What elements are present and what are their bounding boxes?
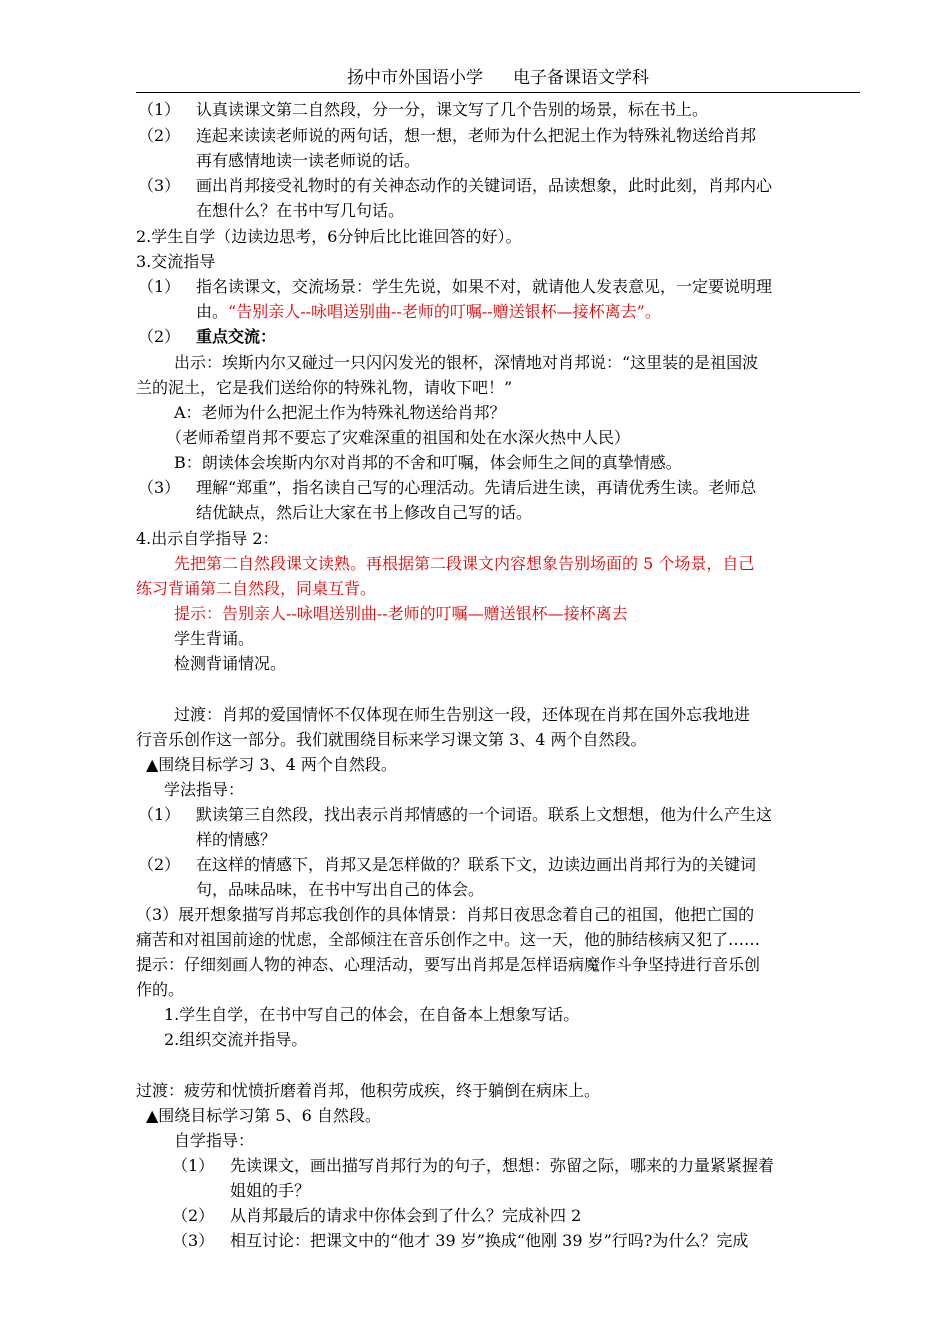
text-line: （1） 认真读课文第二自然段，分一分，课文写了几个告别的场景，标在书上。 [138,100,709,119]
text-line: 学生背诵。 [174,629,255,648]
text-line: 自学指导： [174,1131,255,1150]
text-line: （1） 默读第三自然段，找出表示肖邦情感的一个词语。联系上文想想，他为什么产生这 [138,805,773,824]
text-line: 提示：仔细刻画人物的神态、心理活动，要写出肖邦是怎样语病魔作斗争坚持进行音乐创 [136,955,761,974]
text-line: （3）展开想象描写肖邦忘我创作的具体情景：肖邦日夜思念着自己的祖国，他把亡国的 [136,905,755,924]
text-line: （1） 先读课文，画出描写肖邦行为的句子，想想：弥留之际，哪来的力量紧紧握着 [172,1156,775,1175]
text-line-red: 提示：告别亲人--咏唱送别曲--老师的叮嘱—赠送银杯—接杯离去 [174,604,628,623]
text-line: 样的情感？ [196,830,277,849]
text-line-red: 先把第二自然段课文读熟。再根据第二段课文内容想象告别场面的 5 个场景，自己 [174,554,755,573]
text-line: 再有感情地读一读老师说的话。 [196,151,421,170]
text-line: A：老师为什么把泥土作为特殊礼物送给肖邦？ [174,403,506,422]
text-line: 结优缺点，然后让大家在书上修改自己写的话。 [196,503,533,522]
scene-sequence-red: “告别亲人--咏唱送别曲--老师的叮嘱--赠送银杯—接杯离去”。 [228,302,661,321]
text-line: 3.交流指导 [136,252,216,271]
text-line: 2.组织交流并指导。 [164,1030,308,1049]
text-line: 痛苦和对祖国前途的忧虑，全部倾注在音乐创作之中。这一天，他的肺结核病又犯了…… [136,930,761,949]
text-line: B：朗读体会埃斯内尔对肖邦的不舍和叮嘱，体会师生之间的真挚情感。 [174,453,682,472]
text-line: 4.出示自学指导 2： [136,529,279,548]
text-line: 过渡：肖邦的爱国情怀不仅体现在师生告别这一段，还体现在肖邦在国外忘我地进 [174,705,751,724]
text-line: 作的。 [136,980,185,999]
text-line: 2.学生自学（边读边思考，6分钟后比比谁回答的好）。 [136,227,522,246]
text-line: 过渡：疲劳和忧愤折磨着肖邦，他积劳成疾，终于躺倒在病床上。 [136,1081,601,1100]
text-line: ▲围绕目标学习第 5、6 自然段。 [146,1106,381,1125]
text-line: （2） 重点交流： [138,327,277,346]
text-line: 出示：埃斯内尔又碰过一只闪闪发光的银杯，深情地对肖邦说：“这里装的是祖国波 [174,353,759,372]
text-line: （2） 从肖邦最后的请求中你体会到了什么？完成补四 2 [172,1206,582,1225]
text-line: 兰的泥土，它是我们送给你的特殊礼物，请收下吧！” [136,378,513,397]
text-line: ▲围绕目标学习 3、4 两个自然段。 [146,755,397,774]
text-line: （3） 理解“郑重”，指名读自己写的心理活动。先请后进生读，再请优秀生读。老师总 [138,478,757,497]
header-school: 扬中市外国语小学 [347,68,483,88]
text-line: （3） 相互讨论：把课文中的“他才 39 岁”换成“他刚 39 岁”行吗?为什么？完成 [172,1231,749,1250]
text-line: 行音乐创作这一部分。我们就围绕目标来学习课文第 3、4 两个自然段。 [136,730,647,749]
text-line-red: 练习背诵第二自然段，同桌互背。 [136,579,377,598]
header-rule [136,92,860,93]
text-line: （2） 在这样的情感下，肖邦又是怎样做的？联系下文，边读边画出肖邦行为的关键词 [138,855,757,874]
text-line: 姐姐的手？ [230,1181,311,1200]
text-line: 1.学生自学，在书中写自己的体会，在自备本上想象写话。 [164,1005,580,1024]
header-subject: 电子备课语文学科 [513,68,649,88]
text-line: （1） 指名读课文，交流场景：学生先说，如果不对，就请他人发表意见，一定要说明理 [138,277,773,296]
text-line: 学法指导： [164,780,245,799]
text-line: （3） 画出肖邦接受礼物时的有关神态动作的关键词语，品读想象，此时此刻，肖邦内心 [138,176,773,195]
text-line: 在想什么？在书中写几句话。 [196,201,405,220]
text-line: 由。“告别亲人--咏唱送别曲--老师的叮嘱--赠送银杯—接杯离去”。 [196,302,661,321]
text-line: （2） 连起来读读老师说的两句话，想一想，老师为什么把泥土作为特殊礼物送给肖邦 [138,126,757,145]
text-line: 检测背诵情况。 [174,654,287,673]
text-line: 句，品味品味，在书中写出自己的体会。 [196,880,485,899]
text-line: （老师希望肖邦不要忘了灾难深重的祖国和处在水深火热中人民） [166,428,631,447]
page-header [136,66,860,90]
